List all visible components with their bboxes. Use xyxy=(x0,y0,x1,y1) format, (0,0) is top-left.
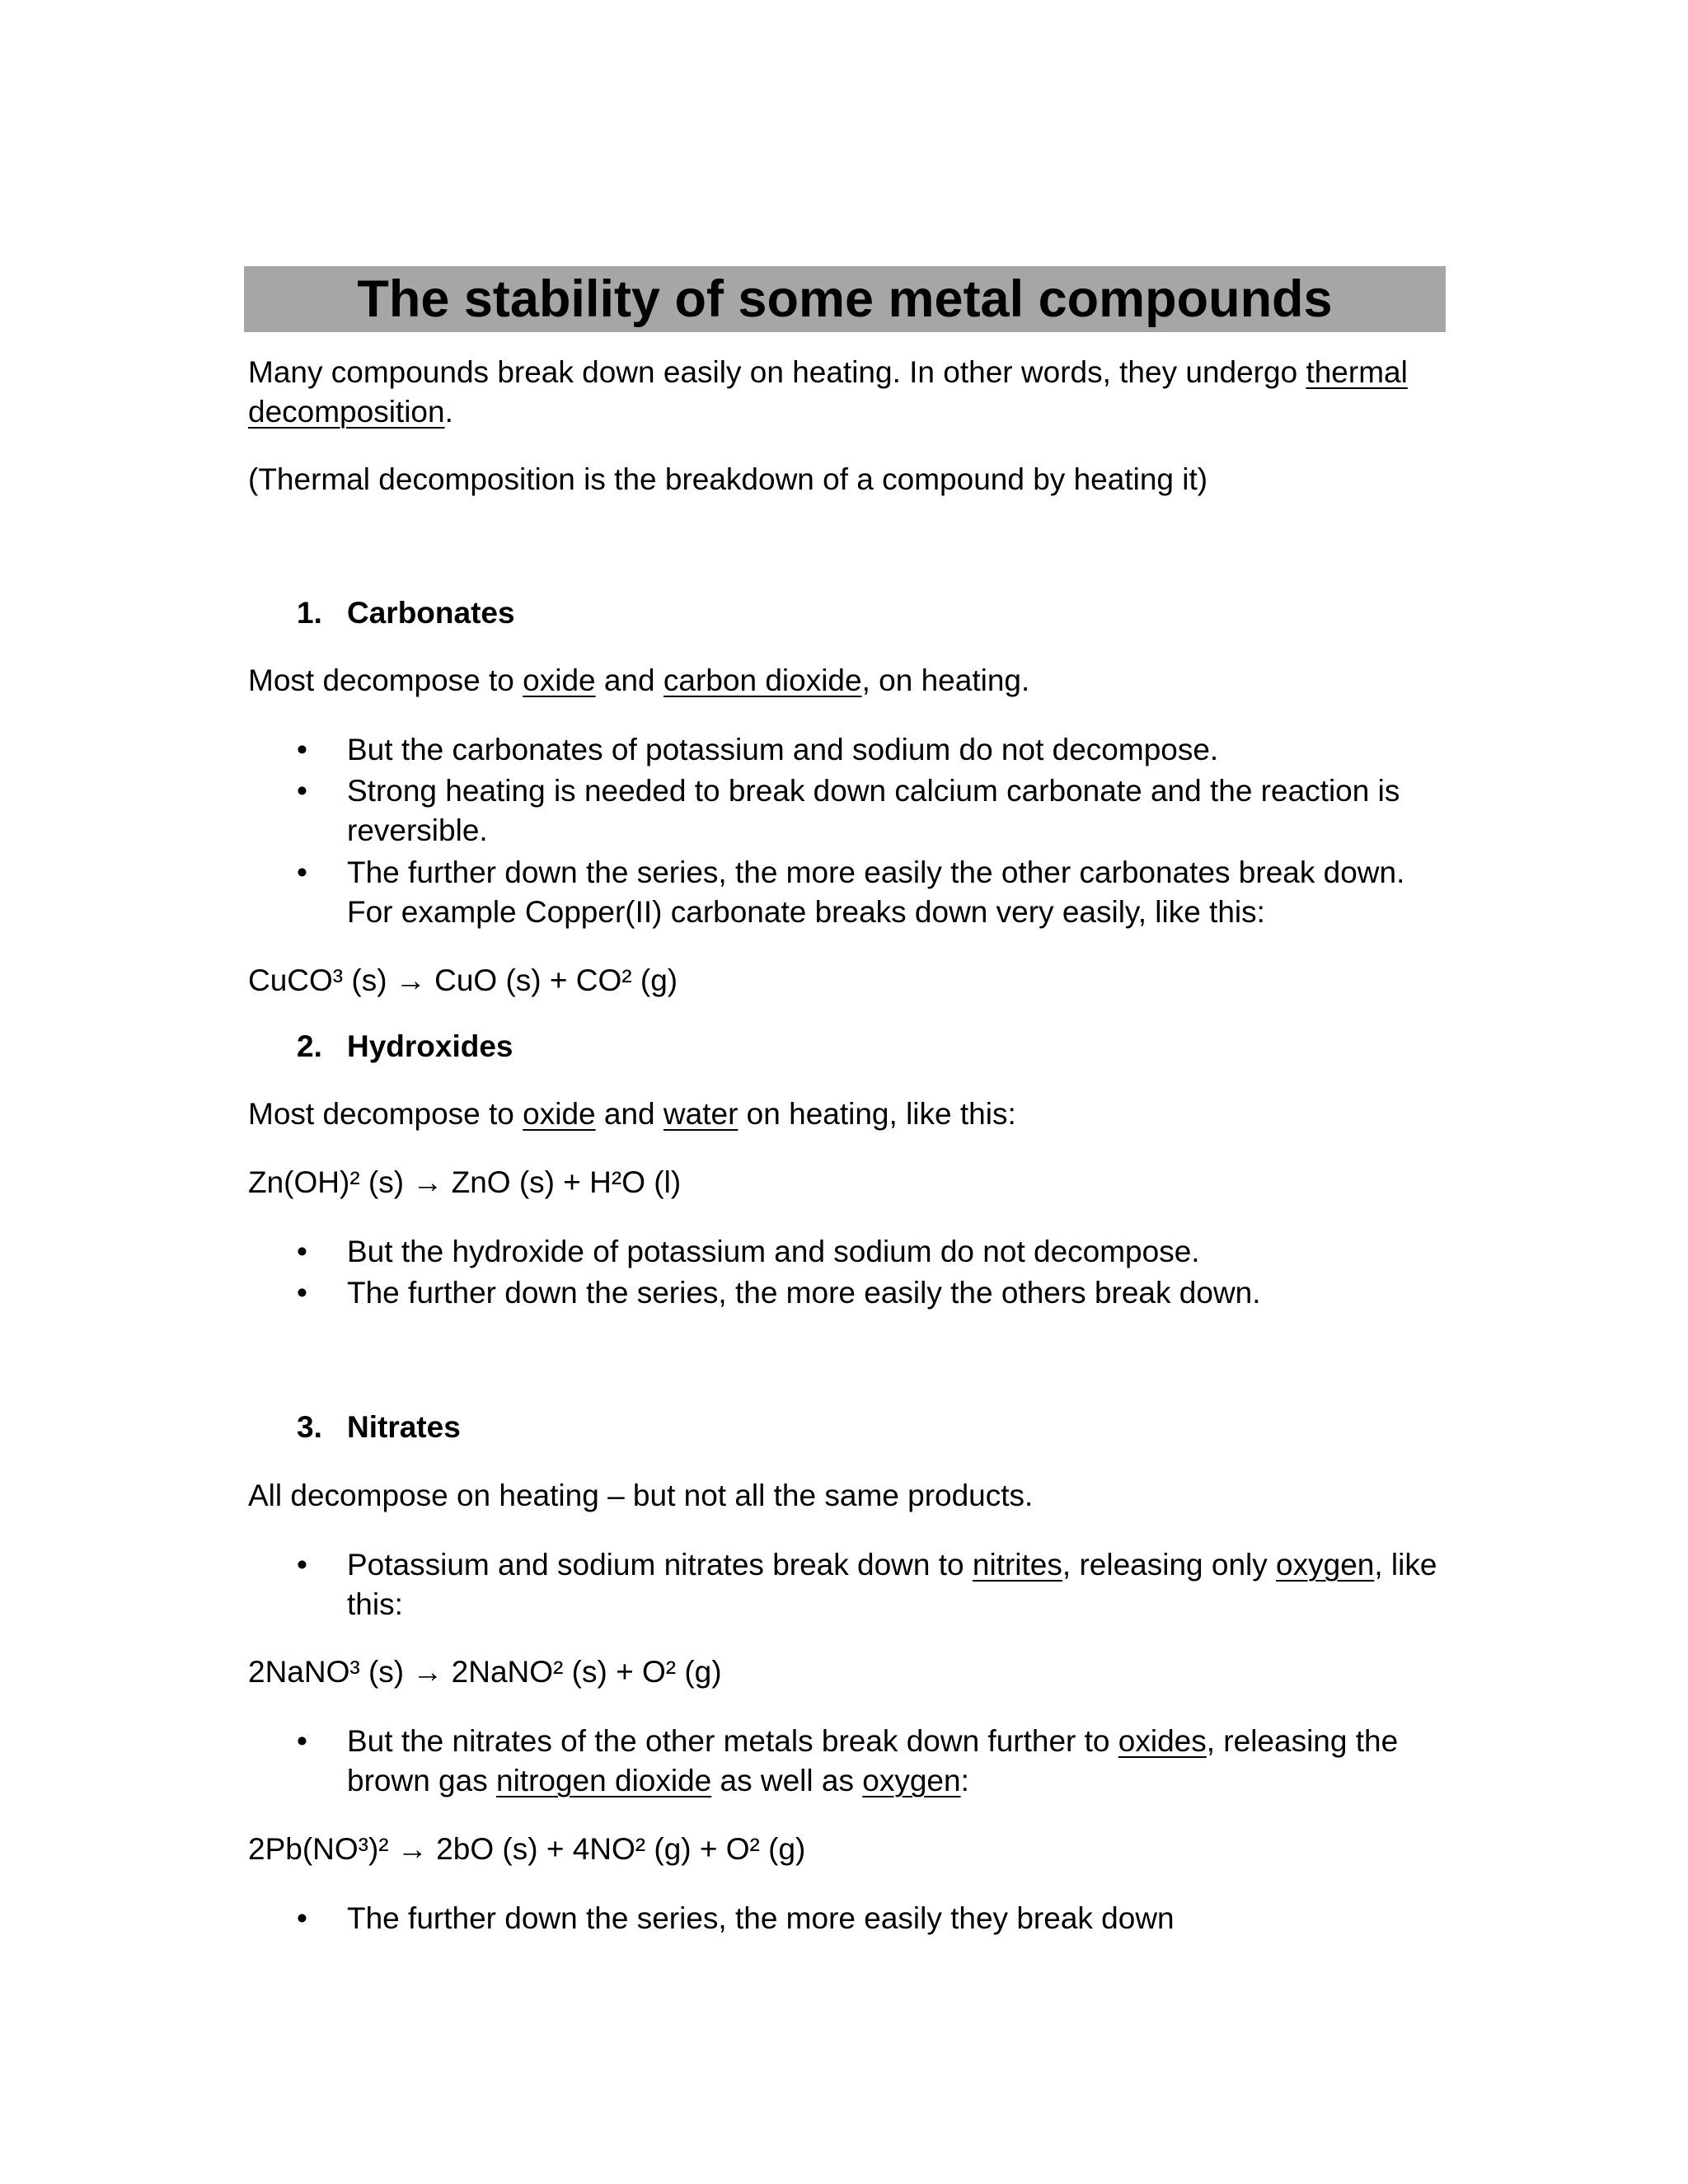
list-item: Strong heating is needed to break down calcium carbonate and the reaction is xyxy=(347,774,1400,808)
equation-lead-nitrate: 2Pb(NO³)² → 2bO (s) + 4NO² (g) + O² (g) xyxy=(248,1832,806,1866)
equation-copper-carbonate: CuCO³ (s) → CuO (s) + CO² (g) xyxy=(248,963,678,997)
list-item: The further down the series, the more easily they break down xyxy=(347,1901,1175,1935)
equation-sodium-nitrate: 2NaNO³ (s) → 2NaNO² (s) + O² (g) xyxy=(248,1655,722,1689)
list-item-continued: For example Copper(II) carbonate breaks down very easily, like this: xyxy=(347,895,1265,929)
term-decomposition: decomposition xyxy=(248,395,445,429)
list-item: But the carbonates of potassium and sodium do not decompose. xyxy=(347,733,1219,766)
bullet: • xyxy=(297,1548,307,1582)
title-banner xyxy=(244,266,1446,332)
list-item-continued: this: xyxy=(347,1587,403,1621)
bullet: • xyxy=(297,1276,307,1310)
page-title: The stability of some metal compounds xyxy=(357,269,1333,328)
bullet: • xyxy=(297,774,307,808)
bullet: • xyxy=(297,1235,307,1268)
list-item: The further down the series, the more easily the other carbonates break down. xyxy=(347,855,1405,889)
bullet: • xyxy=(297,733,307,766)
list-item-continued: brown gas nitrogen dioxide as well as oxygen: xyxy=(347,1764,969,1797)
bullet: • xyxy=(297,1901,307,1935)
list-item: Potassium and sodium nitrates break down to nitrites, releasing only oxygen, like xyxy=(347,1548,1437,1582)
list-item-continued: reversible. xyxy=(347,813,488,847)
list-item: But the nitrates of the other metals break down further to oxides, releasing the xyxy=(347,1724,1399,1758)
hydroxides-lead: Most decompose to oxide and water on heating, like this: xyxy=(248,1097,1016,1131)
intro-line-2: decomposition. xyxy=(248,395,453,429)
equation-zinc-hydroxide: Zn(OH)² (s) → ZnO (s) + H²O (l) xyxy=(248,1165,682,1199)
list-item: The further down the series, the more easily the others break down. xyxy=(347,1276,1261,1310)
document-page: The stability of some metal compounds Many compounds break down easily on heating. In other words, they undergo thermal decomposition. (Thermal decomposition is the breakdown of a compound by heating it) 1. Carbonates Most decompose to oxide and carbon dioxide, on heating. • But the carbonates of potassium and sodium do not decompose. • Strong heating is needed to break down calcium carbonate and the reaction is reversible. • The further down the series, the more easily the other carbonates break down. For example Copper(II) carbonate breaks down very easily, like this: CuCO³ (s) → CuO (s) + CO² (g) 2. Hydroxides Most decompose to oxide and water on heating, like this: Zn(OH)² (s) → ZnO (s) + H²O (l) • But the hydroxide of potassium and sodium do not decompose. • The further down the series, the more easily the others break down. 3. Nitrates All decompose on heating – but not all the same products. • Potassium and sodium nitrates break down to nitrites, releasing only oxygen, like this: 2NaNO³ (s) → 2NaNO² (s) + O² (g) • But the nitrates of the other metals break down further to oxides, releasing the brown gas nitrogen dioxide as well as oxygen: 2Pb(NO³)² → 2bO (s) + 4NO² (g) + O² (g) • The further down the series, the more easily they break down xyxy=(0,0,1688,2184)
carbonates-lead: Most decompose to oxide and carbon dioxide, on heating. xyxy=(248,663,1030,697)
nitrates-lead: All decompose on heating – but not all the same products. xyxy=(248,1479,1034,1512)
list-item: But the hydroxide of potassium and sodium do not decompose. xyxy=(347,1235,1200,1268)
intro-line-1: Many compounds break down easily on heating. In other words, they undergo thermal xyxy=(248,355,1408,389)
term-thermal: thermal xyxy=(1306,355,1408,389)
intro-note: (Thermal decomposition is the breakdown of a compound by heating it) xyxy=(248,462,1208,496)
bullet: • xyxy=(297,855,307,889)
bullet: • xyxy=(297,1724,307,1758)
